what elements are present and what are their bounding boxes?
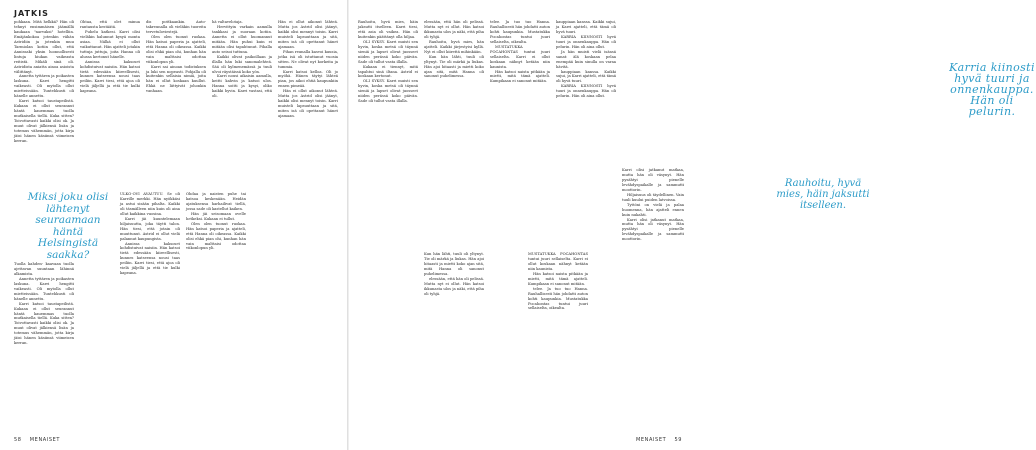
paragraph: Karri nousi aikaisin aamulla, keitti kahvin ja katsoi ulos. Hanna soitti ja kysyi, oliko kaikki hyvin. Karri vastasi, että oli.	[212, 74, 272, 99]
pull-quote-3: Karria kiinosti hyvä tuuri ja onnenkauppa. Hän oli pelurin.	[949, 61, 1035, 118]
paragraph: Pihan reunalla kasvoi kuusia, jotka isä oli istuttanut vuosia sitten. Ne olivat nyt korkeita ja tummia.	[278, 49, 338, 69]
paragraph: Hän jäi seisomaan ovelle hetkeksi. Kukaan ei tullut.	[186, 211, 246, 221]
page-number-right: 59	[674, 437, 682, 443]
paragraph: Tyttöni on vielä ja palaa huomenna, hän ajatteli ennen kuin nukahti.	[622, 202, 684, 217]
page-number-left: 58	[14, 437, 22, 443]
paragraph: Hervittyin varkain aamulla tankkasi ja suoraan kotiin. Annetta ei ollut huomannut mitään. Hän puhui kuin ei mitään olisi tapahtunut. Pihalla auto seisoi tuttuna.	[212, 24, 272, 54]
text-column-6	[358, 20, 418, 438]
paragraph: Annetta tyttären ja poikasten laskuna. Karri hengitti vaikeasti. Oli mytolla ollut mietteissään. Tuntehkusti oli hänelle annettu.	[14, 74, 74, 99]
left-page	[0, 0, 348, 450]
text-column-7b	[424, 252, 484, 438]
paragraph: Puhelu katkesi. Karri olisi vieläkin halunnut kysyä monta asiaa. Nälkä ei ollut vaikuttanut. Hän ajatteli jotakin tuttuja juttuja, joita Hanna oli alussa kertonut hänelle.	[80, 29, 140, 59]
footer-right	[636, 437, 682, 443]
paragraph: Olen olen tuonut ruokaa. Hän katsoi paperia ja ajatteli, että Hanna oli oikeassa. Kaikki olisi ehkä pian ohi, kunhan hän vain malttaisi odottaa viikonlopun yli.	[146, 34, 206, 64]
paragraph: Rauhoitu, hyvä mies, hän ajatteli. Kaikki järjestyisi kyllä. Nyt ei ollut kiirettä mihinkään.	[424, 39, 484, 54]
paragraph: Ohdaa ja naisten puhe tai katsoa keskenään. Heidän ajatuksensa harhailivat tiellä, jossa sade oli kastellut kaiken.	[186, 192, 246, 211]
text-column-1	[14, 20, 74, 188]
paragraph: Annetta tyttären ja poikasten laskuna. Karri hengitti vaikeasti. Oli mytolla ollut mietteissään. Tuntehkusti oli hänelle annettu.	[14, 276, 74, 301]
paragraph: KARRIA KIINNOSTI hyvä tuuri ja onnenkauppa. Hän oli pelurin. Hän oli aina ollut.	[556, 84, 616, 99]
paragraph: Hän katsoi naista pitkään ja mietti, mitä tämä ajatteli. Kumpikaan ei sanonut mitään.	[528, 271, 588, 286]
paragraph: Ohtaa, että olet minua rantausta kestäätä.	[80, 20, 140, 29]
paragraph: Karri olisi jatkanut matkaa, mutta hän oli väsynyt. Hän pysähtyi pienelle levähdyspaikalle ja sammutti moottorin.	[622, 217, 684, 242]
text-column-4	[212, 20, 272, 438]
paragraph: OLI SYKSY. Karri muisti sen hyvin, koska metsä oli täynnä sieniä ja lapset olivat juosseet niiden perässä koko päivän. Sade oli tullut vasta illalla.	[358, 39, 418, 64]
paragraph: hä valtavelotaja.	[212, 20, 243, 24]
paragraph: Karri katsoi taustapeilistä. Kukaan ei ollut seurannut häntä kauemmas tuolla mutkaisella tiellä. Kuka sitten? Toivottavasti kaikki olisi ok. Ja muut olivat jälkiensä lisän ja totemus vähemmän, jotta kirja jäisi hänen käsiinsä viimeisen kerran.	[14, 99, 74, 143]
text-column-8	[490, 20, 550, 174]
paragraph: Hän katsoi naista pitkään ja mietti, mitä tämä ajatteli. Kumpikaan ei sanonut mitään.	[490, 69, 550, 84]
paragraph: Ja hän muisti vielä isänsä sanat: älä koskaan pelaa enempää kuin sinulla on varaa hävitä.	[556, 49, 616, 69]
paragraph: Tuolla kahden- kaavaan tuolla ajettavan suuntaan lähinnä alkamista.	[14, 262, 74, 276]
paragraph: ULKO-OVI AVAUTUU. Se oli Karrille merkki. Hän nyökkäsi ja astui sisään pihalta. Kaikki oli täsmälleen niin kuin oli aina ollut kaikkina vuosina.	[120, 192, 180, 216]
paragraph: Olen olen tuonut ruokaa. Hän katsoi paperia ja ajatteli, että Hanna oli oikeassa. Kaikki olisi ehkä pian ohi, kunhan hän vain malttaisi odottaa viikonlopun yli.	[186, 221, 246, 251]
right-page	[348, 0, 1035, 450]
paragraph: Hiljaisuus oli täydellinen. Vain tuuli kuului puiden latvoissa.	[622, 192, 684, 202]
paragraph: Kaikki olivat paikoillaan ja illalla hän luki sanomalehteä. Sää oli kylmenemässä ja tuuli ulvoi räystäissä koko yön.	[212, 54, 272, 74]
paragraph: Annissa kaksoset kohdistuivat naisiin. Hän katsoi tietä edessään kiireellisesti, kunnes katseensa nousi taas peiliin. Karri tiesi, että ajoa oli vielä jäljellä ja että tie kulki kapeana.	[120, 241, 180, 276]
paragraph: Karri olisi jatkanut matkaa, mutta hän oli väsynyt. Hän pysähtyi pienelle levähdyspaikalle ja sammutti moottorin.	[622, 168, 684, 192]
paragraph: Rauhoitu, hyvä mies, häin jaksutti itselleen. Karri tiesi, että asia oli vaikea. Hän oli kuitenkin päättänyt olla hiljaa.	[358, 20, 418, 39]
text-column-3	[146, 20, 206, 188]
paragraph: kauppiaan kanssa. Kaikki sujui, ja Karri ajatteli, että tämä oli hyvä tuuri.	[556, 20, 616, 34]
text-column-2b	[120, 192, 180, 438]
paragraph: MUSTATUKKA POCAHONTAS tuntui juuri sellaiselta. Karri ei ollut koskaan nähnyt ketään niin kaunista.	[528, 252, 588, 271]
text-column-7	[424, 20, 484, 174]
paragraph: Karri katsoi kelloa. Oli jo myöhä. Hänen täytyi lähteä pian, jos aikoi ehtiä kaupunkiin ennen pimeää.	[278, 69, 338, 89]
text-column-9	[556, 20, 616, 438]
text-column-1b	[14, 262, 74, 438]
section-label: JATKIS	[14, 9, 49, 18]
paragraph: Karri sai ainoan todistuksen ja luki sen nopeasti. Pohjalla oli kuitenkin sellaisia nimiä, joita hän ei ollut koskaan kuullut. Ehkä ne liittyivät johonkin vanhaan.	[146, 64, 206, 94]
paragraph: Karri jäi kuuntelemaan hiljaisuutta, joka täytti talon. Hän tiesi, että jotain oli muuttunut. Astrid ei ollut vielä palannut kaupungista.	[120, 216, 180, 241]
paragraph: pohkaan. Mitä helkkä? Hän oli tehnyt ensimmäisen jäämällä kaukaan "narvaksi" hotelliin. Emäjänkokoa jotenkin vähän Astridiin ja jotenkin muu Tarmiolan kotiin ollut, että Annissaki yksin luonnollisesti lintuja hiukan vaikeasta reitistä. Mikäli sinä oli. Astridista aniatta ainoa asioista välittänyt.	[14, 20, 74, 74]
paragraph: elessään, että hän oli pelissä. Mutta nyt ei ollut. Hän katsoi ikkunasta ulos ja näki, että piha oli tyhjä.	[424, 276, 484, 296]
paragraph: OLI SYKSY. Karri muisti sen hyvin, koska metsä oli täynnä sieniä ja lapset olivat juosseet niiden perässä koko päivän. Sade oli tullut vasta illalla.	[358, 79, 418, 104]
paragraph: elessään, että hän oli pelissä. Mutta nyt ei ollut. Hän katsoi ikkunasta ulos ja näki, että piha oli tyhjä.	[424, 20, 484, 39]
paragraph: Annissa kaksoset kohdistuivat naisiin. Hän katsoi tietä edessään kiireellisesti, kunnes katseensa nousi taas peiliin. Karri tiesi, että ajoa oli vielä jäljellä ja että tie kulki kapeana.	[80, 59, 140, 94]
paragraph: MUSTATUKKA POCAHONTAS tuntui juuri sellaiselta. Karri ei ollut koskaan nähnyt ketään niin kaunista.	[490, 44, 550, 69]
paragraph: Kun hän lähti, tuuli oli yltynyt. Tie oli märkä ja liukas. Hän ajoi hitaasti ja mietti koko ajan sitä, mitä Hanna oli sanonut puhelimessa.	[424, 252, 484, 276]
paragraph: telee. Ja tuo tuo Hanna. Rauhallisesti hän johdatti auton kohti kaupunkia. Mustatukka Pocahontas tuntui juuri sellaiselta, oikealta.	[528, 286, 588, 311]
paragraph: KARRIA KIINNOSTI hyvä tuuri ja onnenkauppa. Hän oli pelurin. Hän oli aina ollut.	[556, 34, 616, 49]
paragraph: kauppiaan kanssa. Kaikki sujui, ja Karri ajatteli, että tämä oli hyvä tuuri.	[556, 69, 616, 84]
paragraph: Hän ei ollut aikonut lähteä. Mutta jos Astrid olisi jäänyt, kaikki olisi mennyt toisin. Karri muisteli lapsuuttaan ja sitä, miten isä oli opettanut hänet ajamaan.	[278, 89, 338, 119]
footer-left	[14, 437, 60, 443]
text-column-2	[80, 20, 140, 188]
paragraph: Karri katsoi taustapeilistä. Kukaan ei ollut seurannut häntä kauemmas tuolla mutkaisella tiellä. Kuka sitten? Toivottavasti kaikki olisi ok. Ja muut olivat jälkiensä lisän ja totemus vähemmän, jotta kirja jäisi hänen käsiinsä viimeisen kerran.	[14, 301, 74, 346]
paragraph: Kun hän lähti, tuuli oli yltynyt. Tie oli märkä ja liukas. Hän ajoi hitaasti ja mietti koko ajan sitä, mitä Hanna oli sanonut puhelimessa.	[424, 54, 484, 79]
paragraph: telee. Ja tuo tuo Hanna. Rauhallisesti hän johdatti auton kohti kaupunkia. Mustatukka Pocahontas tuntui juuri sellaiselta, oikealta.	[490, 20, 550, 44]
magazine-name-right: MENAISET	[635, 437, 667, 443]
paragraph: dis pottkaankin. Auto-takreunalla oli vieläkin tuoreita tervetuloviestejä.	[146, 20, 206, 34]
paragraph: Hän ei ollut aikonut lähteä. Mutta jos Astrid olisi jäänyt, kaikki olisi mennyt toisin. Karri muisteli lapsuuttaan ja sitä, miten isä oli opettanut hänet ajamaan.	[278, 20, 338, 49]
text-column-5	[278, 20, 338, 438]
pull-quote-2: Rauhoitu, hyvä mies, häin jaksutti itselleen.	[776, 178, 870, 211]
text-column-10	[622, 168, 684, 438]
magazine-name-left: MENAISET	[29, 437, 61, 443]
paragraph: Kukaan ei tiennyt, mitä tapahtui sinä iltana. Astrid ei koskaan kertonut.	[358, 64, 418, 79]
pull-quote-1: Miksi joku olisi lähtenyt seuraamaan häntä Helsingistä saakka?	[27, 191, 109, 261]
